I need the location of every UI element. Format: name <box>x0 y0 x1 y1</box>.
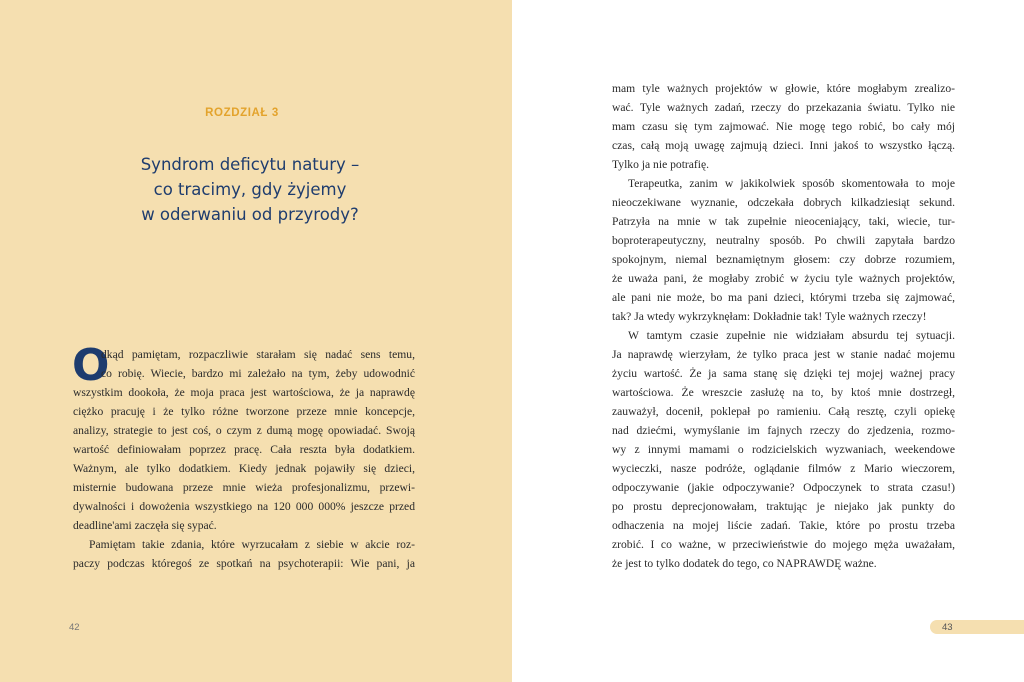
chapter-title <box>112 152 388 227</box>
text-line: że jest to tylko dodatek do tego, co NAPRAWDĘ ważne. <box>612 557 877 570</box>
text-line: czas, całą moją uwagę zajmują dzieci. Inni jakoś to wszystko łączą. <box>612 139 955 152</box>
text-line: mam czasu się tym zajmować. Nie mogę tego robić, bo cały mój <box>612 120 955 133</box>
page-number-left: 42 <box>69 622 80 633</box>
text-line: wycieczki, nasze podróże, oglądanie filmów z Mario wieczorem, <box>612 462 955 475</box>
chapter-title-line: co tracimy, gdy żyjemy <box>153 180 347 199</box>
text-line: po prostu deprecjonowałam, traktując je niejako jak punkty do <box>612 500 955 513</box>
text-line: Terapeutka, zanim w jakikolwiek sposób skomentowała to moje <box>628 177 955 190</box>
text-line: deadline'ami zaczęła się sypać. <box>73 519 217 532</box>
text-line: analizy, strategie to jest coś, o czym z dumą mogę opowiadać. Swoją <box>73 424 415 437</box>
text-line: ale pani nie może, bo ma pani dzieci, którymi trzeba się zajmować, <box>612 291 955 304</box>
text-line: zauważył, docenił, poklepał po ramieniu. Całą resztę, czyli opiekę <box>612 405 955 418</box>
text-line: mam tyle ważnych projektów w głowie, które mogłabym zrealizo- <box>612 82 955 95</box>
text-line: że uważa pani, że mogłaby zrobić w życiu tyle ważnych projektów, <box>612 272 955 285</box>
text-line: wartościowa. Że wreszcie zasłużę na to, by ktoś mnie dostrzegł, <box>612 386 955 399</box>
chapter-label: ROZDZIAŁ 3 <box>205 107 279 119</box>
text-line: zrobić. I co ważne, w przeciwieństwie do mojego męża uważałam, <box>612 538 955 551</box>
text-line: nieoczekiwane wyznanie, odczekała dobrych kilkadziesiąt sekund. <box>612 196 955 209</box>
text-line: odhaczenia na mojej liście zadań. Takie, które po prostu trzeba <box>612 519 955 532</box>
text-line: ciężko pracuję i że tylko różne tworzone przeze mnie koncepcje, <box>73 405 415 418</box>
chapter-title-line: w oderwaniu od przyrody? <box>141 205 359 224</box>
text-line: dywalności i dowożenia wszystkiego na 120 000 000% jeszcze przed <box>73 500 415 513</box>
text-line: wszystkim dookoła, że moja praca jest wartościowa, że ja naprawdę <box>73 386 415 399</box>
right-body-text <box>612 79 955 573</box>
chapter-title-line: Syndrom deficytu natury – <box>140 155 360 174</box>
text-line: wać. Tyle ważnych zadań, rzeczy do przekazania światu. Tylko nie <box>612 101 955 114</box>
drop-cap: O <box>72 340 110 391</box>
page-number-right: 43 <box>942 622 953 633</box>
text-line: Patrzyła na mnie w tak zupełnie nieoceniający, taki, wiecie, tur- <box>612 215 955 228</box>
text-line: W tamtym czasie zupełnie nie widziałam absurdu tej sytuacji. <box>628 329 955 342</box>
left-body-text <box>72 340 415 573</box>
text-line: boproterapeutyczny, neutralny sposób. Po chwili zapytała bardzo <box>612 234 955 247</box>
text-line: co robię. Wiecie, bardzo mi zależało na tym, żeby udowodnić <box>101 367 415 380</box>
text-line: odpoczywanie (jakie odpoczywanie? Odpoczynek to strata czasu!) <box>612 481 955 494</box>
text-line: wartość definiowałam poprzez pracę. Cała reszta była dodatkiem. <box>73 443 415 456</box>
text-line: życiu wartość. Że ja sama stanę się dzięki tej mojej ważnej pracy <box>612 367 955 380</box>
text-line: tak? Ja wtedy wykrzyknęłam: Dokładnie tak! Tyle ważnych rzeczy! <box>612 310 927 323</box>
text-line: Ja naprawdę wierzyłam, że tylko praca jest w stanie nadać mojemu <box>612 348 955 361</box>
text-line: Pamiętam takie zdania, które wyrzucałam z siebie w akcie roz- <box>89 538 415 551</box>
text-line: Ważnym, ale tylko dodatkiem. Kiedy jednak pojawiły się dzieci, <box>73 462 415 475</box>
text-line: spokojnym, niemal beznamiętnym głosem: czy dobrze rozumiem, <box>612 253 955 266</box>
text-line: dkąd pamiętam, rozpaczliwie starałam się nadać sens temu, <box>101 348 415 361</box>
text-line: wy z innymi mamami o rodzicielskich wyzwaniach, weekendowe <box>612 443 955 456</box>
text-line: Tylko ja nie potrafię. <box>612 158 710 171</box>
text-line: paczy podczas któregoś ze spotkań na psychoterapii: Wie pani, ja <box>73 557 415 570</box>
text-line: misternie budowana przeze mnie wieża profesjonalizmu, przewi- <box>73 481 415 494</box>
text-line: nad dziećmi, wymyślanie im fajnych rzeczy do zjedzenia, rozmo- <box>612 424 955 437</box>
